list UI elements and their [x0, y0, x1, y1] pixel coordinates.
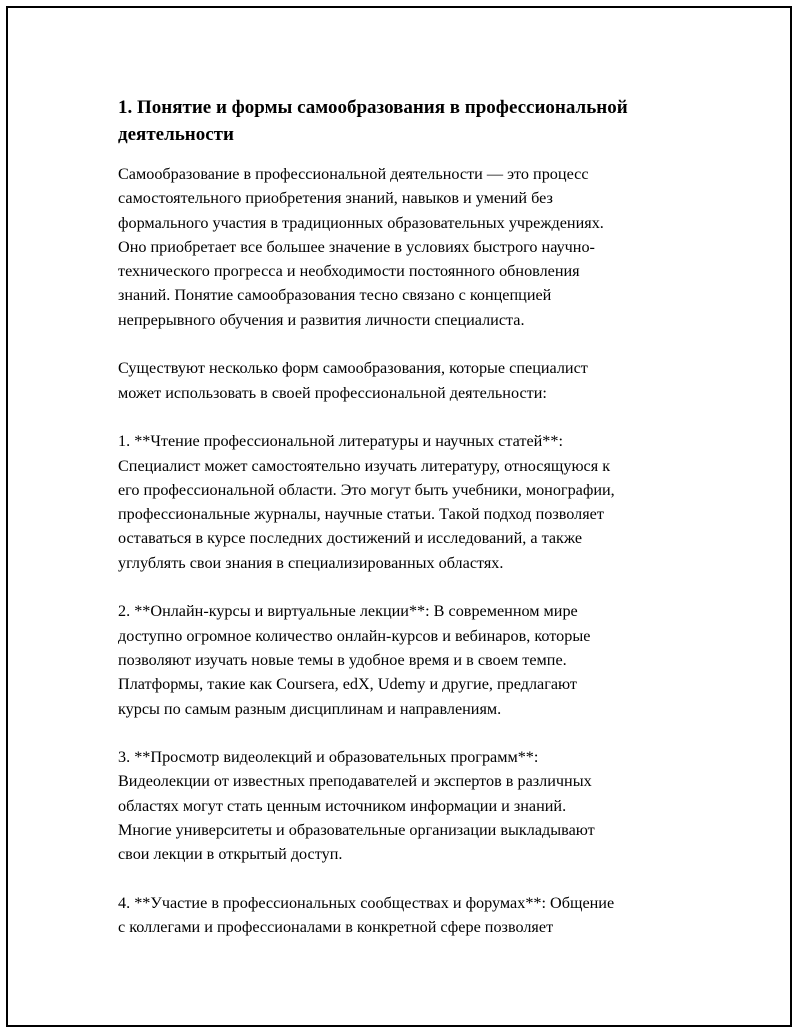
list-item-video-lectures: 3. **Просмотр видеолекций и образовательных программ**: Видеолекции от известных преподавателей и экспертов в различных областях могут стать ценным источником информации и знаний. Многие университеты и образовательные организации выкладывают свои лекции в открытый доступ.	[118, 748, 595, 864]
document-body	[118, 94, 688, 964]
list-item-reading: 1. **Чтение профессиональной литературы и научных статей**: Специалист может самостоятельно изучать литературу, относящуюся к его профессиональной области. Это могут быть учебники, монографии, профессиональные журналы, научные статьи. Такой подход позволяет оставаться в курсе последних достижений и исследований, а также углублять свои знания в специализированных областях.	[118, 432, 615, 572]
list-item-online-courses: 2. **Онлайн-курсы и виртуальные лекции**: В современном мире доступно огромное количество онлайн-курсов и вебинаров, которые позволяют изучать новые темы в удобное время и в своем темпе. Платформы, такие как Coursera, edX, Udemy и другие, предлагают курсы по самым разным дисциплинам и направлениям.	[118, 602, 591, 718]
section-heading: 1. Понятие и формы самообразования в профессиональной деятельности	[118, 97, 628, 145]
paragraph-forms-intro: Существуют несколько форм самообразования, которые специалист может использовать в своей профессиональной деятельности:	[118, 359, 588, 402]
paragraph-intro: Самообразование в профессиональной деятельности — это процесс самостоятельного приобретения знаний, навыков и умений без формального участия в традиционных образовательных учреждениях. Оно приобретает все большее значение в условиях быстрого научно- технического прогресса и необходимости постоянного обновления знаний. Понятие самообразования тесно связано с концепцией непрерывного обучения и развития личности специалиста.	[118, 165, 604, 329]
list-item-communities: 4. **Участие в профессиональных сообществах и форумах**: Общение с коллегами и профессионалами в конкретной сфере позволяет	[118, 893, 615, 937]
